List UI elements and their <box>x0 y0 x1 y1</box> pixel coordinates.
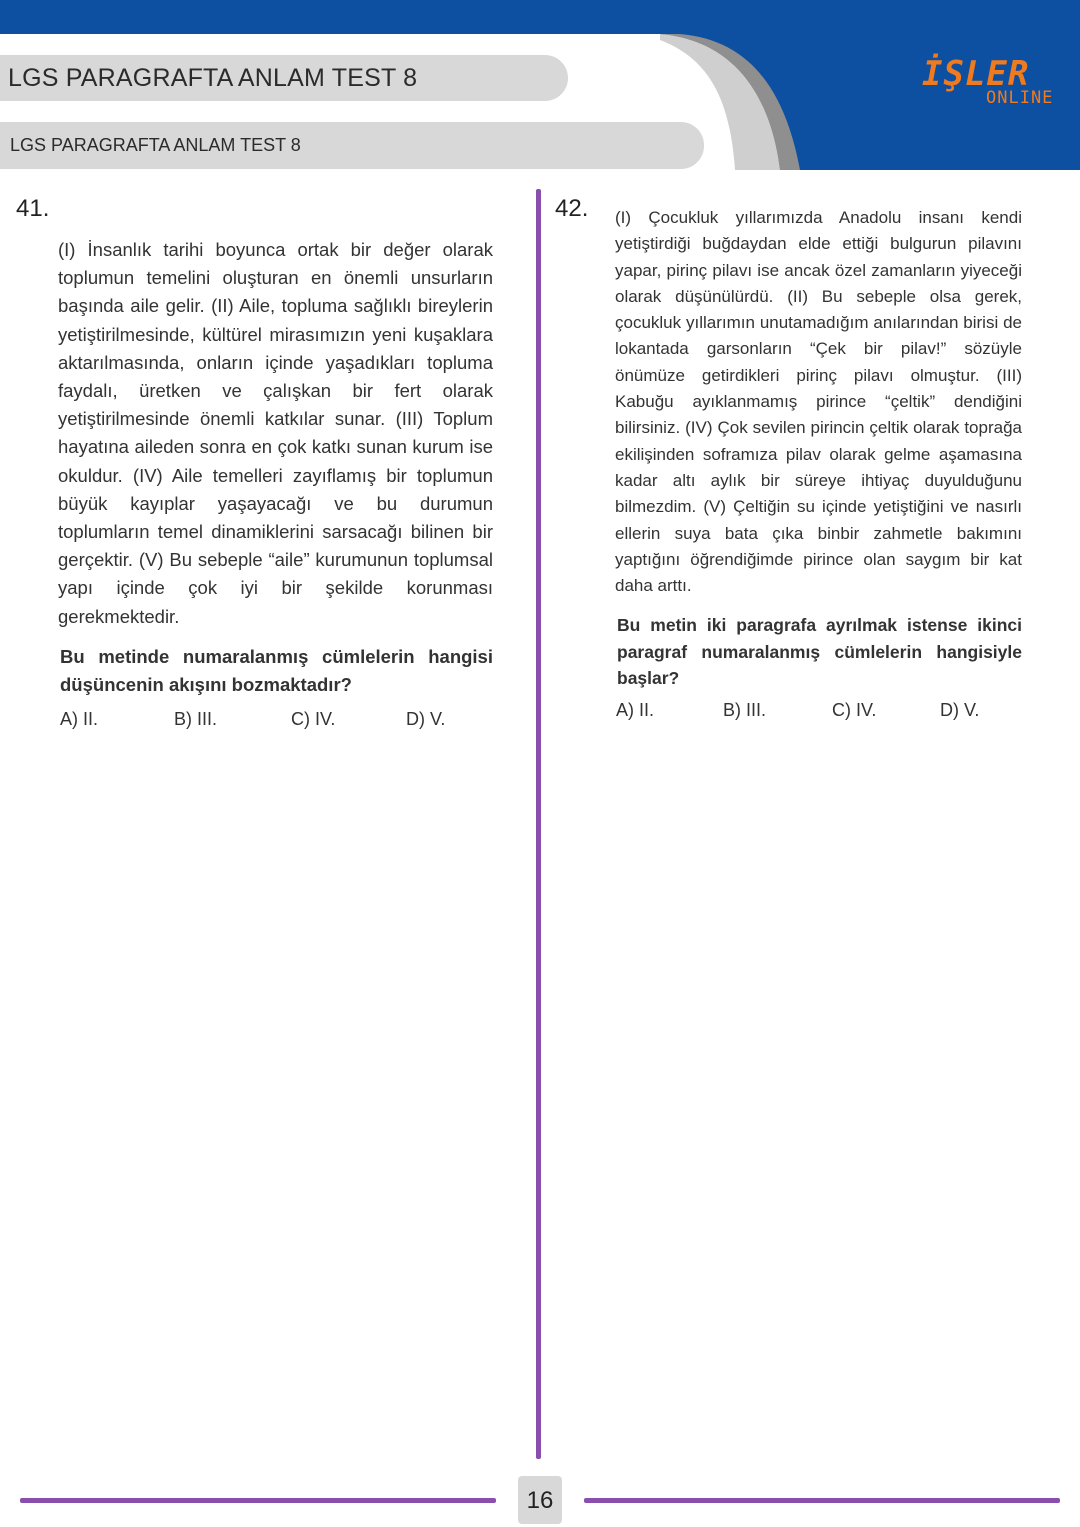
question-number: 42. <box>555 195 589 222</box>
choice-c[interactable]: C) IV. <box>832 700 877 720</box>
choice-a[interactable]: A) II. <box>616 700 655 720</box>
question-paragraph: (I) İnsanlık tarihi boyunca ortak bir değer olarak toplumun temelini oluşturan en önemli unsurların başında aile gelir. (II) Aile, topluma sağlıklı bireylerin yetiştirilmesinde, kültürel mirasımızın yeni kuşaklara aktarılmasında, onların içinde yaşadıkları topluma faydalı, üretken ve çalışkan bir fert olarak yetiştirilmesinde önemli katkılar sunar. (III) Toplum hayatına aileden sonra en çok katkı sunan kurum ise okuldur. (IV) Aile temelleri zayıflamış bir toplumun büyük kayıplar yaşayacağı ve bu durumun toplumların temel dinamiklerini sarsacağı bilinen bir gerçektir. (V) Bu sebeple “aile” kurumunun toplumsal yapı içinde çok iyi bir şekilde korunması gerekmektedir. <box>58 239 493 627</box>
brand-logo <box>922 56 1062 112</box>
answer-choices <box>616 700 1022 724</box>
test-title: LGS PARAGRAFTA ANLAM TEST 8 <box>10 135 301 155</box>
question-number: 41. <box>16 195 50 222</box>
choice-a[interactable]: A) II. <box>60 709 99 729</box>
page-title-bar <box>0 55 568 101</box>
choice-d[interactable]: D) V. <box>406 709 446 729</box>
page-number: 16 <box>518 1476 562 1524</box>
choice-c[interactable]: C) IV. <box>291 709 336 729</box>
column-divider <box>536 189 541 1459</box>
choice-d[interactable]: D) V. <box>940 700 980 720</box>
choice-b[interactable]: B) III. <box>723 700 767 720</box>
logo-text: İŞLER <box>922 54 1030 94</box>
question-paragraph: (I) Çocukluk yıllarımızda Anadolu insanı kendi yetiştirdiği buğdaydan elde ettiği bulgurun pilavını yapar, pirinç pilavı ise ancak özel zamanların yiyeceği olarak düşünülürdü. (II) Bu sebeple olsa gerek, çocukluk yıllarımın unutamadığım anılarından birisi de lokantada garsonların “Çek bir pilav!” sözüyle önümüze getirdikleri pirinç pilavı olmuştur. (III) Kabuğu ayıklanmamış pirince “çeltik” dendiğini bilirsiniz. (IV) Çok sevilen pirincin çeltik olarak toprağa ekilişinden soframıza pilav olarak gelme aşamasına kadar altı aylık bir süreye ihtiyaç duyulduğunu bilmezdim. (V) Çeltiğin su içinde yetiştiğini ve nasırlı ellerin suya bata çıka binbir zahmetle bakımını yaptığını öğrendiğimde pirince olan saygım bir kat daha arttı. <box>615 208 1022 596</box>
question-prompt: Bu metinde numaralanmış cümlelerin hangisi düşüncenin akışını bozmaktadır? <box>60 646 493 695</box>
footer-line-left <box>20 1498 496 1503</box>
logo-subtext: ONLINE <box>986 88 1054 108</box>
question-prompt: Bu metin iki paragrafa ayrılmak istense ikinci paragraf numaralanmış cümlelerin hangisiyle başlar? <box>617 615 1022 688</box>
footer-line-right <box>584 1498 1060 1503</box>
choice-b[interactable]: B) III. <box>174 709 218 729</box>
page-title: LGS PARAGRAFTA ANLAM TEST 8 <box>8 64 418 92</box>
answer-choices <box>60 709 493 733</box>
test-title-bar <box>0 122 704 169</box>
